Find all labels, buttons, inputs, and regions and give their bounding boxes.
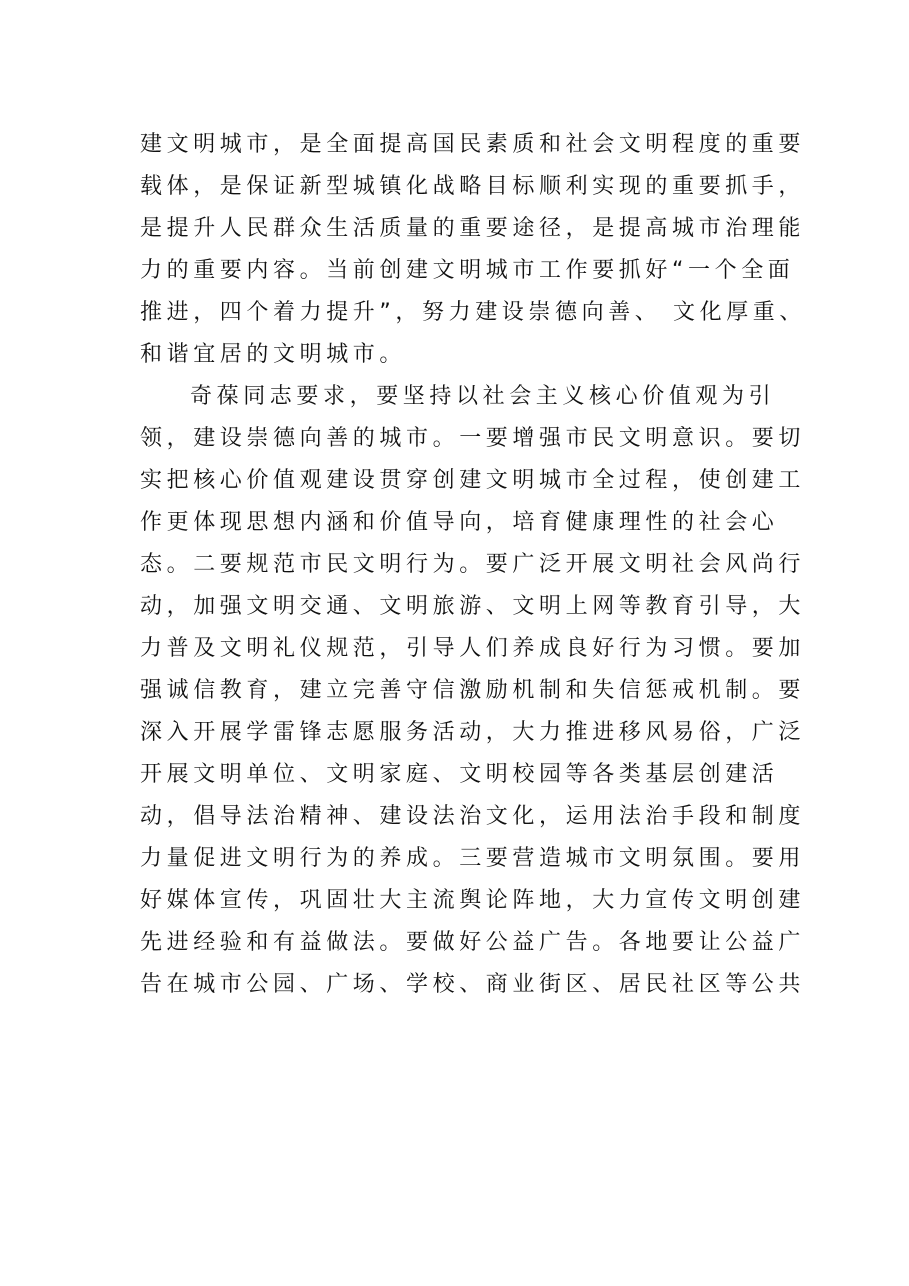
body-text [140, 124, 806, 1006]
text-line: 先进经验和有益做法。要做好公益广告。各地要让公益广 [140, 930, 806, 955]
text-line: 开展文明单位、文明家庭、文明校园等各类基层创建活 [140, 762, 779, 787]
text-line: 深入开展学雷锋志愿服务活动，大力推进移风易俗，广泛 [140, 720, 806, 745]
text-line: 实把核心价值观建设贯穿创建文明城市全过程，使创建工 [140, 468, 806, 493]
text-line: 领，建设崇德向善的城市。一要增强市民文明意识。要切 [140, 426, 806, 451]
text-line: 动，倡导法治精神、建设法治文化，运用法治手段和制度 [140, 804, 806, 829]
text-line: 动，加强文明交通、文明旅游、文明上网等教育引导，大 [140, 594, 806, 619]
text-line: 强诚信教育，建立完善守信激励机制和失信惩戒机制。要 [140, 678, 806, 703]
text-line: 力量促进文明行为的养成。三要营造城市文明氛围。要用 [140, 846, 806, 871]
text-line: 告在城市公园、广场、学校、商业街区、居民社区等公共 [140, 972, 806, 997]
text-line: 推进，四个着力提升”，努力建设崇德向善、 文化厚重、 [140, 300, 806, 325]
text-line: 作更体现思想内涵和价值导向，培育健康理性的社会心 [140, 510, 779, 535]
text-line: 力的重要内容。当前创建文明城市工作要抓好“一个全面 [140, 258, 795, 283]
text-line: 和谐宜居的文明城市。 [140, 342, 407, 367]
text-line: 态。二要规范市民文明行为。要广泛开展文明社会风尚行 [140, 552, 806, 577]
text-line: 力普及文明礼仪规范，引导人们养成良好行为习惯。要加 [140, 636, 806, 661]
paragraph-first-line: 奇葆同志要求，要坚持以社会主义核心价值观为引 [190, 384, 776, 409]
text-line: 载体，是保证新型城镇化战略目标顺利实现的重要抓手， [140, 174, 806, 199]
text-line: 是提升人民群众生活质量的重要途径，是提高城市治理能 [140, 216, 806, 241]
text-line: 好媒体宣传，巩固壮大主流舆论阵地，大力宣传文明创建 [140, 888, 806, 913]
text-line: 建文明城市，是全面提高国民素质和社会文明程度的重要 [140, 132, 806, 157]
